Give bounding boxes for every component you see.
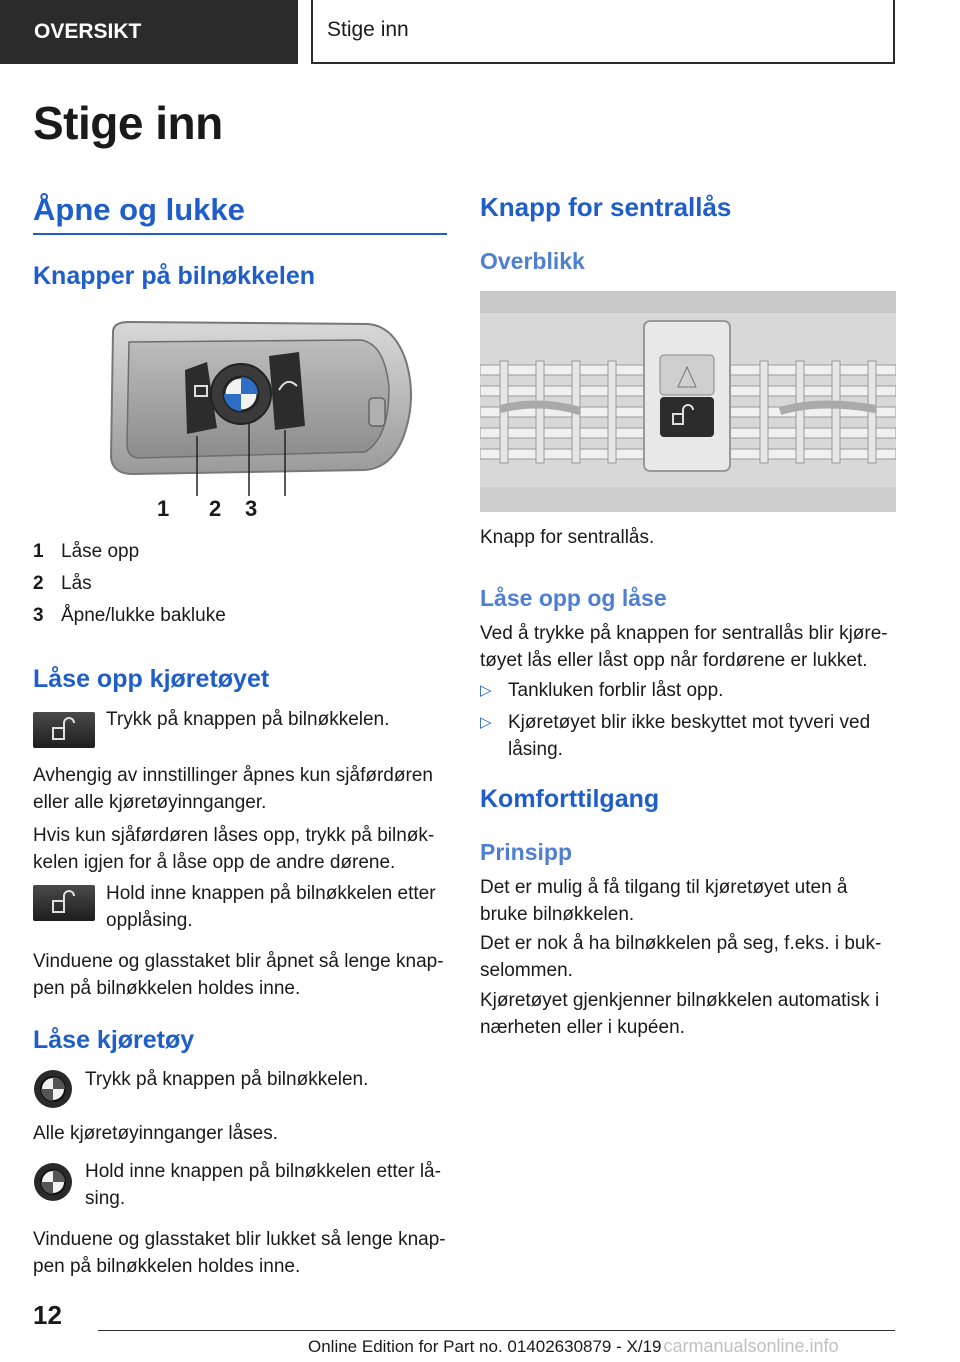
legend-item: 2 Lås [33, 573, 92, 594]
bmw-logo-icon [33, 1162, 73, 1202]
unlock-paragraph-1: Avhengig av innstillinger åpnes kun sjåførdøren eller alle kjøretøyinnganger. [33, 765, 433, 813]
unlock-press-text: Trykk på knappen på bilnøkkelen. [106, 709, 390, 730]
footer-rule [98, 1330, 895, 1331]
bmw-logo-icon [33, 1069, 73, 1109]
callout-2: 2 [209, 496, 222, 521]
section-heading-open-close: Åpne og lukke [33, 192, 245, 227]
lock-hold-text: Hold inne knappen på bilnøkkelen etter lå-sing. [85, 1161, 441, 1209]
bullet-triangle-icon: ▷ [480, 682, 492, 699]
subheading-unlock-vehicle: Låse opp kjøretøyet [33, 665, 270, 693]
subheading-key-buttons: Knapper på bilnøkkelen [33, 262, 316, 290]
callout-1: 1 [157, 496, 170, 521]
central-lock-button-photo [480, 291, 896, 512]
comfort-paragraph-1: Det er mulig å få tilgang til kjøretøyet uten å bruke bilnøkkelen. [480, 877, 848, 925]
unlock-paragraph-2: Hvis kun sjåførdøren låses opp, trykk på bilnøk-kelen igjen for å låse opp de andre dørene. [33, 825, 435, 873]
subheading-unlock-lock: Låse opp og låse [480, 585, 667, 611]
lock-paragraph-1: Alle kjøretøyinnganger låses. [33, 1123, 278, 1144]
subheading-principle: Prinsipp [480, 839, 573, 865]
section-heading-rule [33, 233, 447, 235]
watermark: carmanualsonline.info [663, 1336, 839, 1356]
callout-3: 3 [245, 496, 258, 521]
comfort-paragraph-2: Det er nok å ha bilnøkkelen på seg, f.eks. i buk-selommen. [480, 933, 882, 981]
key-fob-illustration [93, 318, 433, 524]
page-title: Stige inn [33, 97, 223, 149]
section-heading-central-lock: Knapp for sentrallås [480, 192, 732, 222]
header-chapter-title: Stige inn [311, 0, 895, 64]
bullet-triangle-icon: ▷ [480, 714, 492, 731]
central-lock-paragraph: Ved å trykke på knappen for sentrallås blir kjøre-tøyet lås eller låst opp når fordørene er lukket. [480, 623, 888, 671]
lock-paragraph-2: Vinduene og glasstaket blir lukket så lenge knap-pen på bilnøkkelen holdes inne. [33, 1229, 446, 1277]
lock-press-text: Trykk på knappen på bilnøkkelen. [85, 1069, 369, 1090]
legend-item: 1 Låse opp [33, 541, 140, 562]
list-item: ▷ Tankluken forblir låst opp. [480, 677, 896, 704]
subheading-overview: Overblikk [480, 248, 585, 274]
comfort-paragraph-3: Kjøretøyet gjenkjenner bilnøkkelen automatisk i nærheten eller i kupéen. [480, 990, 880, 1038]
subheading-lock-vehicle: Låse kjøretøy [33, 1026, 195, 1054]
list-item: ▷ Kjøretøyet blir ikke beskyttet mot tyveri ved låsing. [480, 709, 896, 763]
header-section-tab: OVERSIKT [0, 0, 298, 64]
page-number: 12 [33, 1300, 62, 1330]
footer-edition: Online Edition for Part no. 01402630879 - X/19 carmanualsonline.info [308, 1336, 839, 1356]
photo-caption: Knapp for sentrallås. [480, 527, 655, 548]
unlock-paragraph-3: Vinduene og glasstaket blir åpnet så lenge knap-pen på bilnøkkelen holdes inne. [33, 951, 444, 999]
unlock-hold-text: Hold inne knappen på bilnøkkelen etter opplåsing. [106, 883, 436, 931]
subheading-comfort-access: Komforttilgang [480, 785, 660, 813]
legend-item: 3 Åpne/lukke bakluke [33, 605, 226, 626]
unlock-button-icon [33, 712, 95, 748]
unlock-button-icon [33, 885, 95, 921]
